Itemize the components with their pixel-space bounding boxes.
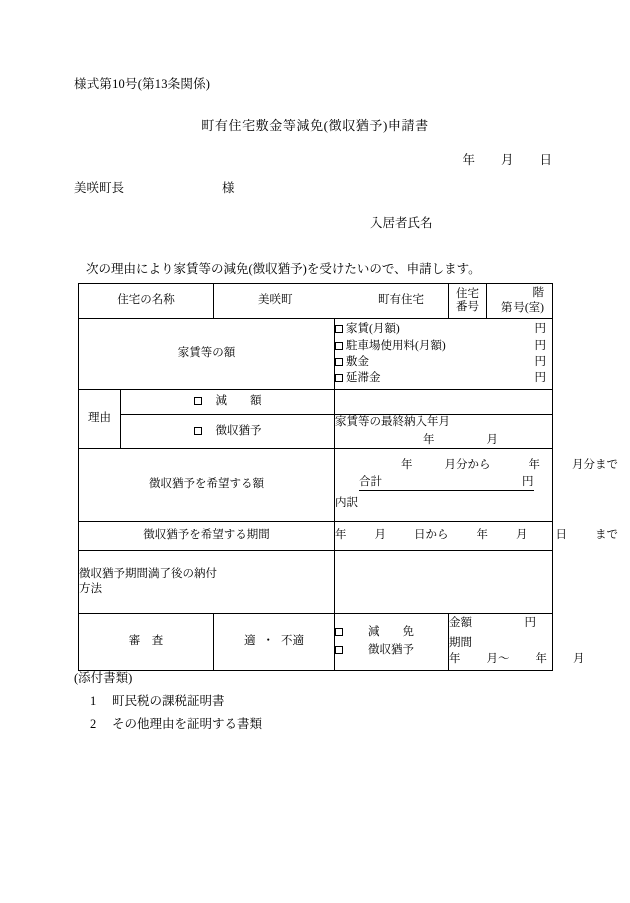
rent-item-unit: 円 [534, 372, 546, 385]
reason-option-reduction[interactable]: 減 額 [121, 390, 335, 415]
rent-item-label: 延滞金 [335, 370, 381, 386]
last-payment-cell[interactable] [335, 415, 553, 449]
defer-total-input[interactable] [384, 475, 520, 492]
checkbox-icon[interactable] [194, 397, 202, 405]
review-amount-label: 金額 [449, 617, 472, 630]
review-options[interactable] [335, 614, 449, 671]
table-row-reason-reduction [79, 390, 553, 415]
review-amount-row[interactable] [449, 616, 552, 632]
review-label: 審 査 [79, 614, 214, 671]
defer-amount-detail-cell[interactable] [335, 449, 618, 522]
house-number-label: 住宅 番号 [449, 284, 487, 319]
checkbox-icon[interactable] [335, 374, 343, 382]
attachments-section [74, 668, 262, 732]
rent-item-row[interactable] [335, 321, 552, 337]
last-payment-date: 年 月 [423, 433, 498, 446]
rent-item-label: 敷金 [335, 354, 369, 370]
checkbox-icon[interactable] [335, 342, 343, 350]
date-month-label: 月 [500, 153, 514, 167]
house-number-dai: 第 [501, 302, 513, 314]
addressee-name: 美咲町長 [74, 181, 125, 195]
date-year-label: 年 [462, 153, 475, 167]
defer-total-unit: 円 [520, 475, 534, 492]
defer-total-label: 合計 [359, 475, 384, 492]
house-kind: 町有住宅 [378, 294, 424, 306]
defer-period-from-day: 日から [414, 529, 449, 542]
house-number-kai: 階 [532, 287, 544, 299]
payment-method-input-cell[interactable] [335, 551, 553, 614]
defer-breakdown-label: 内訳 [335, 497, 358, 510]
review-judge-separator: ・ [262, 635, 274, 648]
date-day-label: 日 [539, 153, 552, 167]
review-judgement[interactable] [214, 614, 335, 671]
attachment-text: その他理由を証明する書類 [112, 717, 263, 731]
house-number-value-cell[interactable] [487, 284, 553, 319]
attachments-heading: (添付書類) [74, 671, 133, 685]
defer-amount-range: 年 月分から 年 月分まで [401, 459, 618, 472]
addressee-line [74, 178, 235, 196]
addressee-honorific: 様 [222, 181, 235, 195]
table-row-rent [79, 319, 553, 390]
checkbox-icon[interactable] [335, 358, 343, 366]
payment-method-label: 徴収猶予期間満了後の納付 方法 [79, 551, 335, 614]
defer-amount-label: 徴収猶予を希望する額 [79, 449, 335, 522]
attachment-text: 町民税の課税証明書 [112, 694, 225, 708]
reason-option-deferment[interactable]: 徴収猶予 [121, 415, 335, 449]
rent-amount-items [335, 319, 553, 390]
defer-period-to-day: 日 [555, 529, 567, 542]
attachment-index: 1 [90, 694, 97, 708]
review-period-row[interactable] [449, 636, 585, 668]
applicant-name-label: 入居者氏名 [370, 216, 433, 230]
checkbox-icon[interactable] [194, 427, 202, 435]
attachment-index: 2 [90, 717, 97, 731]
rent-item-row[interactable] [335, 354, 552, 370]
review-judge-ng[interactable]: 不適 [281, 635, 304, 648]
attachment-item [74, 691, 262, 709]
date-line [462, 150, 552, 168]
table-row-payment-method [79, 551, 553, 614]
house-name-label: 住宅の名称 [79, 284, 214, 319]
attachments-list [74, 691, 262, 732]
table-row-review [79, 614, 553, 671]
rent-item-unit: 円 [534, 323, 546, 336]
rent-item-unit: 円 [534, 339, 546, 352]
rent-item-unit: 円 [534, 356, 546, 368]
form-code: 様式第10号(第13条関係) [74, 77, 211, 91]
review-amount-unit: 円 [524, 617, 536, 630]
reason-label: 理由 [79, 390, 121, 449]
table-row-defer-period [79, 522, 553, 551]
attachment-item [74, 714, 262, 732]
defer-amount-total[interactable] [335, 475, 552, 492]
rent-item-row[interactable] [335, 370, 552, 386]
checkbox-icon[interactable] [335, 325, 343, 333]
defer-period-suffix: まで [595, 529, 618, 542]
rent-item-label: 家賃(月額) [335, 321, 400, 337]
house-town: 美咲町 [258, 294, 293, 306]
review-detail-cell[interactable] [449, 614, 585, 671]
checkbox-icon[interactable] [335, 646, 343, 654]
review-period-label: 期間 [449, 636, 472, 649]
rent-amount-label: 家賃等の額 [79, 319, 335, 390]
defer-period-to-year: 年 [476, 529, 488, 542]
application-form-table [78, 283, 618, 671]
document-title: 町有住宅敷金等減免(徴収猶予)申請書 [201, 118, 429, 133]
defer-period-to-month: 月 [516, 529, 528, 542]
defer-period-from-month: 月 [374, 529, 386, 542]
rent-item-row[interactable] [335, 338, 552, 354]
defer-period-value-cell[interactable] [335, 522, 618, 551]
review-option-deferment[interactable]: 徴収猶予 [335, 642, 448, 660]
review-judge-ok[interactable]: 適 [244, 635, 256, 648]
checkbox-icon[interactable] [335, 628, 343, 636]
defer-period-label: 徴収猶予を希望する期間 [79, 522, 335, 551]
house-name-value-cell[interactable] [214, 284, 449, 319]
table-row-house [79, 284, 553, 319]
last-payment-label: 家賃等の最終納入年月 [335, 416, 450, 428]
review-period-value: 年 月～ 年 月 [449, 653, 585, 666]
table-row-reason-deferment [79, 415, 553, 449]
review-option-reduction[interactable]: 減 免 [335, 624, 448, 642]
rent-item-label: 駐車場使用料(月額) [335, 338, 446, 354]
intro-text: 次の理由により家賃等の減免(徴収猶予)を受けたいので、申請します。 [86, 262, 481, 276]
table-row-defer-amount [79, 449, 553, 522]
reason-reduction-detail-cell[interactable] [335, 390, 553, 415]
house-number-goshitsu: 号(室) [513, 302, 544, 314]
defer-period-from-year: 年 [335, 529, 347, 542]
